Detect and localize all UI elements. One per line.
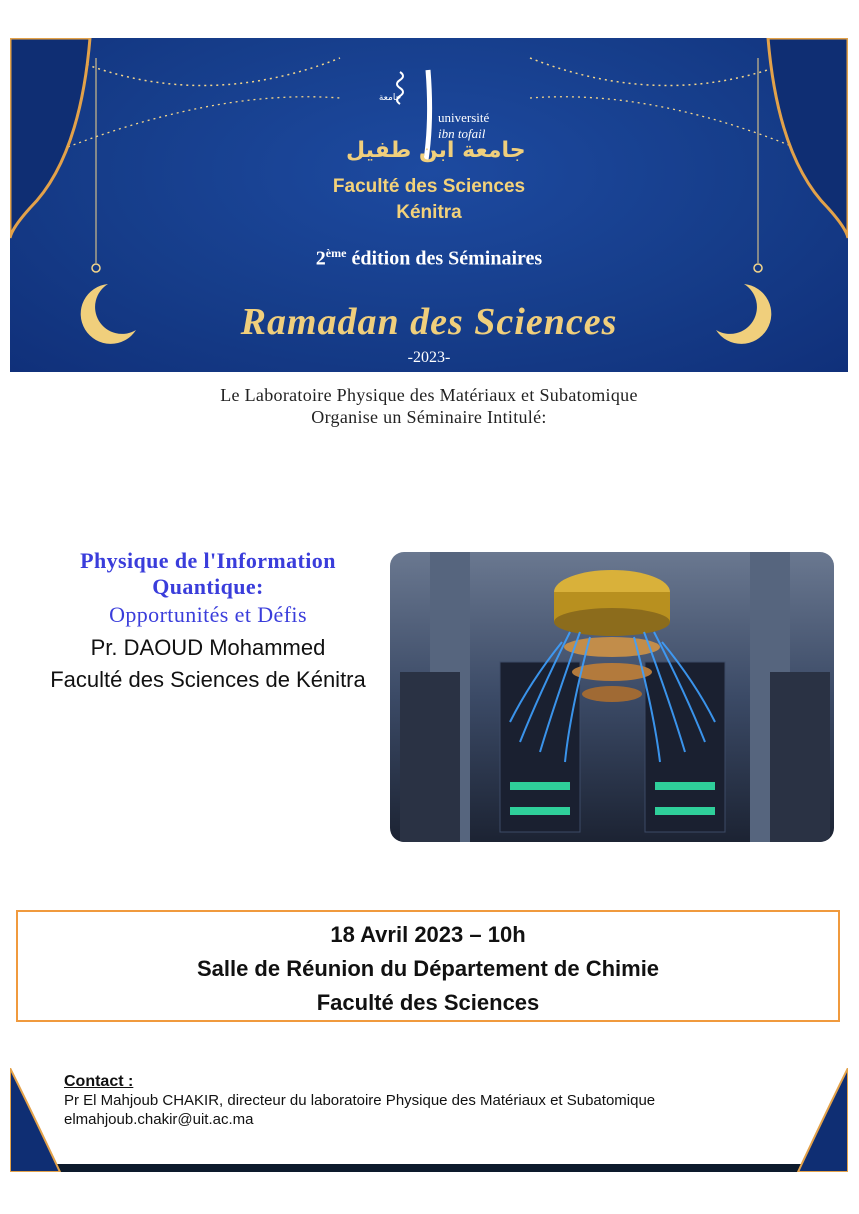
contact-email[interactable]: elmahjoub.chakir@uit.ac.ma [64, 1111, 254, 1128]
contact-label: Contact : [64, 1073, 134, 1090]
logo-university-name [438, 110, 489, 142]
organizer-line2: Organise un Séminaire Intitulé: [311, 407, 547, 427]
event-title: Ramadan des Sciences [240, 301, 618, 343]
seminar-title-line1: Physique de l'Information [80, 548, 336, 573]
bottom-left-ornament [10, 1068, 70, 1172]
header-banner [10, 38, 848, 372]
edition-suffix: ème [325, 246, 347, 260]
seminar-subtitle: Opportunités et Défis [109, 602, 307, 627]
logo-univ-line1: université [438, 110, 490, 125]
edition-text: édition des Séminaires [346, 247, 543, 270]
seminar-title-line2: Quantique: [152, 574, 264, 599]
seminar-poster [10, 38, 848, 1172]
event-place: Faculté des Sciences [316, 990, 540, 1015]
edition-number: 2 [315, 247, 326, 270]
speaker-affiliation: Faculté des Sciences de Kénitra [50, 667, 366, 692]
faculty-name: Faculté des Sciences [332, 176, 526, 197]
speaker-name: Pr. DAOUD Mohammed [90, 635, 326, 660]
quantum-computer-photo [390, 552, 834, 842]
organizer-line1: Le Laboratoire Physique des Matériaux et Subatomique [220, 385, 638, 405]
organizer-text [10, 384, 848, 428]
event-details-box [16, 910, 840, 1022]
logo-univ-line2: ibn tofail [438, 126, 486, 141]
event-datetime: 18 Avril 2023 – 10h [330, 922, 526, 947]
contact-section [64, 1072, 655, 1129]
bottom-right-ornament [788, 1068, 848, 1172]
svg-text:جامعة: جامعة [378, 93, 402, 103]
seminar-topic [18, 548, 398, 696]
logo-arabic-name: جامعة ابن طفيل [346, 138, 526, 163]
quantum-computer-illustration [390, 552, 834, 842]
contact-person: Pr El Mahjoub CHAKIR, directeur du laboratoire Physique des Matériaux et Subatomique [64, 1092, 656, 1109]
edition-heading [10, 246, 848, 271]
faculty-city: Kénitra [396, 202, 462, 223]
content-area [10, 372, 848, 1164]
event-year: -2023- [407, 349, 451, 366]
event-room: Salle de Réunion du Département de Chimie [196, 956, 660, 981]
